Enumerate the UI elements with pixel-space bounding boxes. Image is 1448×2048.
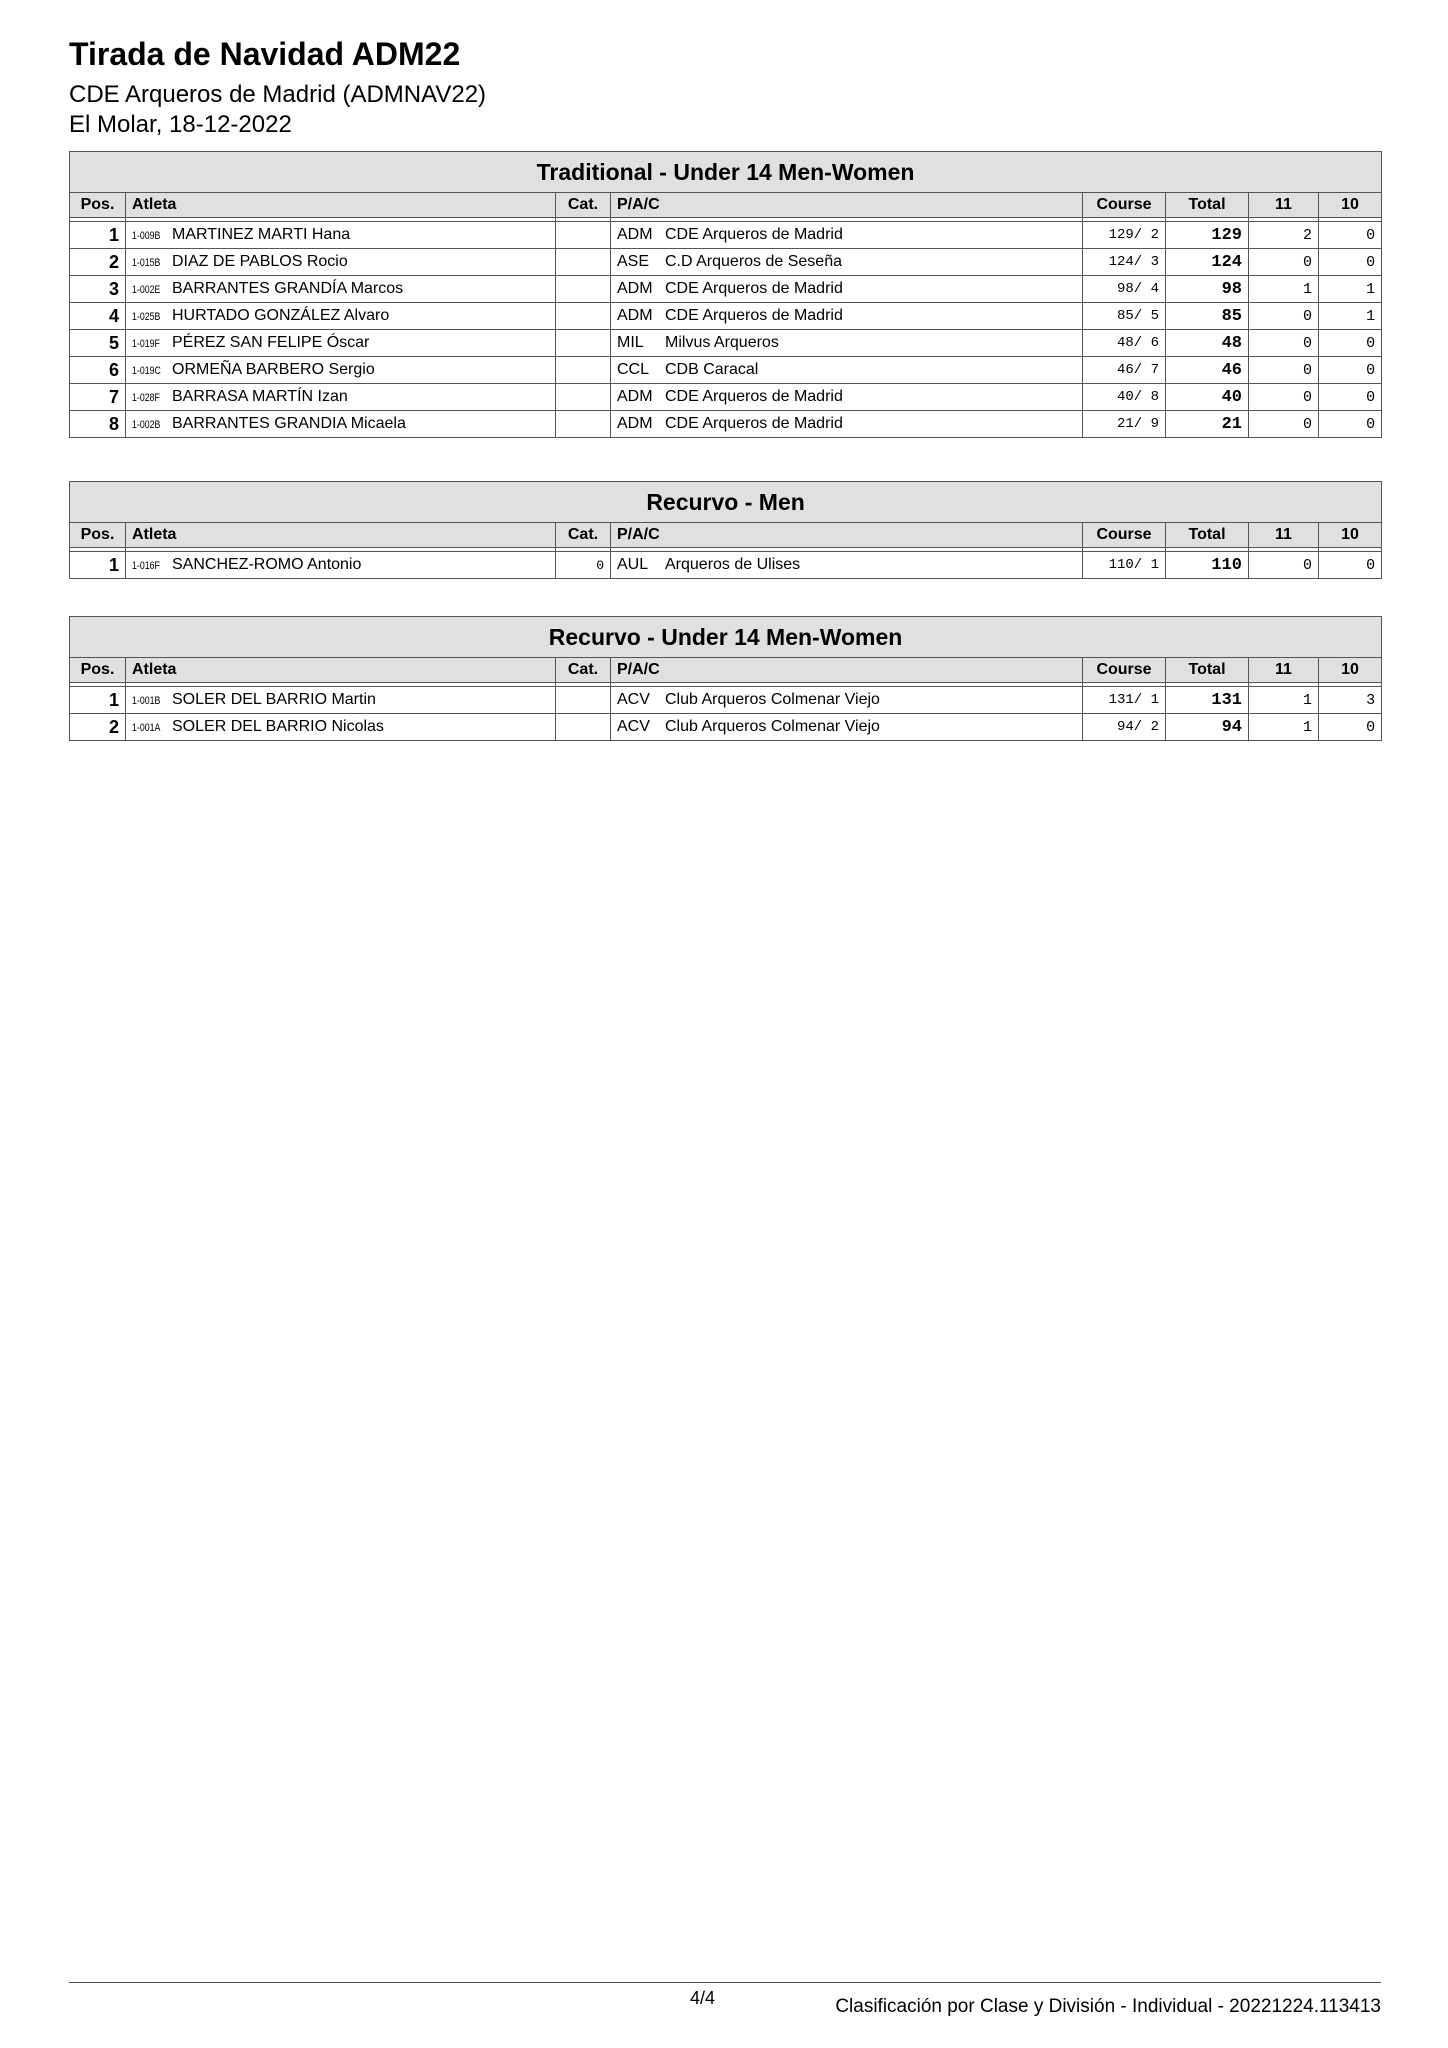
col-header-10: 10	[1319, 523, 1382, 548]
club-name: CDE Arqueros de Madrid	[665, 226, 843, 243]
course-score: 21/ 9	[1083, 411, 1166, 438]
results-section-recurvo-u14	[69, 616, 1381, 741]
position: 8	[70, 411, 126, 438]
club-name: Arqueros de Ulises	[665, 556, 801, 573]
target-assignment: 1-001B	[132, 695, 161, 707]
total-score: 48	[1166, 330, 1249, 357]
club-cell	[611, 303, 1083, 330]
athlete-cell	[126, 303, 556, 330]
athlete-cell	[126, 357, 556, 384]
count-11: 0	[1249, 330, 1319, 357]
col-header-10: 10	[1319, 193, 1382, 218]
count-10: 0	[1319, 384, 1382, 411]
course-score: 46/ 7	[1083, 357, 1166, 384]
athlete-name: PÉREZ SAN FELIPE Óscar	[172, 334, 370, 351]
page-number: 4/4	[690, 1988, 716, 2008]
position: 2	[70, 714, 126, 741]
club-code: ADM	[617, 307, 653, 324]
total-score: 131	[1166, 687, 1249, 714]
club-code: MIL	[617, 334, 644, 351]
athlete-name: HURTADO GONZÁLEZ Alvaro	[172, 307, 390, 324]
count-10: 0	[1319, 330, 1382, 357]
club-code: AUL	[617, 556, 649, 573]
table-row	[70, 249, 1382, 276]
col-header-total: Total	[1166, 193, 1249, 218]
count-11: 0	[1249, 552, 1319, 579]
position: 7	[70, 384, 126, 411]
athlete-cell	[126, 249, 556, 276]
page-header	[69, 34, 486, 140]
athlete-name: BARRANTES GRANDIA Micaela	[172, 415, 406, 432]
category: 0	[556, 552, 611, 579]
club-name: CDE Arqueros de Madrid	[665, 280, 843, 297]
category	[556, 249, 611, 276]
club-code: ADM	[617, 280, 653, 297]
athlete-cell	[126, 222, 556, 249]
club-cell	[611, 249, 1083, 276]
table-row	[70, 222, 1382, 249]
count-10: 0	[1319, 357, 1382, 384]
col-header-cat: Cat.	[556, 658, 611, 683]
club-code: ACV	[617, 718, 650, 735]
club-name: Club Arqueros Colmenar Viejo	[665, 718, 880, 735]
count-10: 0	[1319, 249, 1382, 276]
col-header-cat: Cat.	[556, 193, 611, 218]
section-title: Recurvo - Under 14 Men-Women	[70, 617, 1382, 658]
category	[556, 714, 611, 741]
table-row	[70, 552, 1382, 579]
athlete-name: ORMEÑA BARBERO Sergio	[172, 361, 375, 378]
course-score: 129/ 2	[1083, 222, 1166, 249]
position: 1	[70, 687, 126, 714]
col-header-11: 11	[1249, 523, 1319, 548]
athlete-name: SANCHEZ-ROMO Antonio	[172, 556, 362, 573]
total-score: 85	[1166, 303, 1249, 330]
category	[556, 411, 611, 438]
col-header-11: 11	[1249, 658, 1319, 683]
col-header-total: Total	[1166, 658, 1249, 683]
section-title: Traditional - Under 14 Men-Women	[70, 152, 1382, 193]
category	[556, 687, 611, 714]
athlete-cell	[126, 714, 556, 741]
total-score: 98	[1166, 276, 1249, 303]
course-score: 110/ 1	[1083, 552, 1166, 579]
target-assignment: 1-001A	[132, 722, 161, 734]
organizer: CDE Arqueros de Madrid (ADMNAV22)	[69, 81, 487, 108]
target-assignment: 1-019C	[132, 365, 161, 377]
athlete-name: SOLER DEL BARRIO Nicolas	[172, 718, 384, 735]
category	[556, 357, 611, 384]
club-name: C.D Arqueros de Seseña	[665, 253, 842, 270]
results-section-recurvo-men	[69, 481, 1381, 579]
count-10: 0	[1319, 552, 1382, 579]
place-date: El Molar, 18-12-2022	[69, 111, 292, 138]
club-name: CDB Caracal	[665, 361, 759, 378]
count-11: 0	[1249, 357, 1319, 384]
club-code: ADM	[617, 415, 653, 432]
target-assignment: 1-009B	[132, 230, 161, 242]
course-score: 94/ 2	[1083, 714, 1166, 741]
page-title: Tirada de Navidad ADM22	[69, 36, 461, 72]
club-cell	[611, 714, 1083, 741]
footer-divider	[69, 1982, 1381, 1983]
col-header-club: P/A/C	[611, 523, 1083, 548]
col-header-pos: Pos.	[70, 523, 126, 548]
category	[556, 384, 611, 411]
athlete-name: BARRASA MARTÍN Izan	[172, 388, 348, 405]
target-assignment: 1-025B	[132, 311, 161, 323]
category	[556, 303, 611, 330]
club-code: ADM	[617, 388, 653, 405]
club-name: CDE Arqueros de Madrid	[665, 388, 843, 405]
club-cell	[611, 687, 1083, 714]
target-assignment: 1-015B	[132, 257, 161, 269]
total-score: 94	[1166, 714, 1249, 741]
athlete-name: SOLER DEL BARRIO Martin	[172, 691, 376, 708]
count-10: 1	[1319, 303, 1382, 330]
club-cell	[611, 276, 1083, 303]
col-header-athlete: Atleta	[126, 523, 556, 548]
total-score: 129	[1166, 222, 1249, 249]
total-score: 110	[1166, 552, 1249, 579]
column-headers	[70, 523, 1382, 548]
club-cell	[611, 330, 1083, 357]
count-10: 0	[1319, 222, 1382, 249]
count-11: 2	[1249, 222, 1319, 249]
course-score: 85/ 5	[1083, 303, 1166, 330]
position: 4	[70, 303, 126, 330]
results-table	[69, 151, 1382, 438]
total-score: 40	[1166, 384, 1249, 411]
results-table	[69, 481, 1382, 579]
club-name: CDE Arqueros de Madrid	[665, 415, 843, 432]
col-header-11: 11	[1249, 193, 1319, 218]
col-header-athlete: Atleta	[126, 658, 556, 683]
course-score: 124/ 3	[1083, 249, 1166, 276]
position: 1	[70, 552, 126, 579]
target-assignment: 1-019F	[132, 338, 160, 350]
count-11: 0	[1249, 411, 1319, 438]
table-row	[70, 714, 1382, 741]
club-code: ACV	[617, 691, 650, 708]
club-code: ASE	[617, 253, 650, 270]
col-header-club: P/A/C	[611, 658, 1083, 683]
count-10: 0	[1319, 714, 1382, 741]
athlete-cell	[126, 276, 556, 303]
club-code: CCL	[617, 361, 650, 378]
position: 2	[70, 249, 126, 276]
total-score: 46	[1166, 357, 1249, 384]
results-table	[69, 616, 1382, 741]
count-10: 3	[1319, 687, 1382, 714]
club-cell	[611, 411, 1083, 438]
category	[556, 222, 611, 249]
target-assignment: 1-016F	[132, 560, 160, 572]
course-score: 98/ 4	[1083, 276, 1166, 303]
column-headers	[70, 658, 1382, 683]
target-assignment: 1-028F	[132, 392, 160, 404]
category	[556, 330, 611, 357]
athlete-name: MARTINEZ MARTI Hana	[172, 226, 351, 243]
table-row	[70, 357, 1382, 384]
table-row	[70, 276, 1382, 303]
position: 1	[70, 222, 126, 249]
athlete-cell	[126, 687, 556, 714]
col-header-course: Course	[1083, 523, 1166, 548]
athlete-cell	[126, 411, 556, 438]
table-row	[70, 330, 1382, 357]
club-cell	[611, 357, 1083, 384]
table-row	[70, 411, 1382, 438]
total-score: 21	[1166, 411, 1249, 438]
section-title: Recurvo - Men	[70, 482, 1382, 523]
count-11: 0	[1249, 384, 1319, 411]
target-assignment: 1-002B	[132, 419, 161, 431]
table-row	[70, 384, 1382, 411]
footer-report-info: Clasificación por Clase y División - Individual - 20221224.113413	[835, 1996, 1381, 2017]
category	[556, 276, 611, 303]
results-section-traditional-u14	[69, 151, 1381, 438]
col-header-club: P/A/C	[611, 193, 1083, 218]
athlete-name: BARRANTES GRANDÍA Marcos	[172, 280, 404, 297]
target-assignment: 1-002E	[132, 284, 161, 296]
course-score: 48/ 6	[1083, 330, 1166, 357]
club-cell	[611, 222, 1083, 249]
count-11: 1	[1249, 687, 1319, 714]
athlete-cell	[126, 552, 556, 579]
course-score: 131/ 1	[1083, 687, 1166, 714]
position: 5	[70, 330, 126, 357]
count-10: 0	[1319, 411, 1382, 438]
club-name: Club Arqueros Colmenar Viejo	[665, 691, 880, 708]
col-header-pos: Pos.	[70, 658, 126, 683]
col-header-athlete: Atleta	[126, 193, 556, 218]
count-10: 1	[1319, 276, 1382, 303]
count-11: 0	[1249, 249, 1319, 276]
count-11: 0	[1249, 303, 1319, 330]
col-header-course: Course	[1083, 193, 1166, 218]
athlete-name: DIAZ DE PABLOS Rocio	[172, 253, 348, 270]
table-row	[70, 687, 1382, 714]
club-name: CDE Arqueros de Madrid	[665, 307, 843, 324]
club-cell	[611, 552, 1083, 579]
col-header-course: Course	[1083, 658, 1166, 683]
club-cell	[611, 384, 1083, 411]
col-header-cat: Cat.	[556, 523, 611, 548]
count-11: 1	[1249, 714, 1319, 741]
col-header-10: 10	[1319, 658, 1382, 683]
total-score: 124	[1166, 249, 1249, 276]
count-11: 1	[1249, 276, 1319, 303]
table-row	[70, 303, 1382, 330]
column-headers	[70, 193, 1382, 218]
club-name: Milvus Arqueros	[665, 334, 779, 351]
athlete-cell	[126, 384, 556, 411]
club-code: ADM	[617, 226, 653, 243]
col-header-total: Total	[1166, 523, 1249, 548]
position: 6	[70, 357, 126, 384]
col-header-pos: Pos.	[70, 193, 126, 218]
position: 3	[70, 276, 126, 303]
athlete-cell	[126, 330, 556, 357]
course-score: 40/ 8	[1083, 384, 1166, 411]
